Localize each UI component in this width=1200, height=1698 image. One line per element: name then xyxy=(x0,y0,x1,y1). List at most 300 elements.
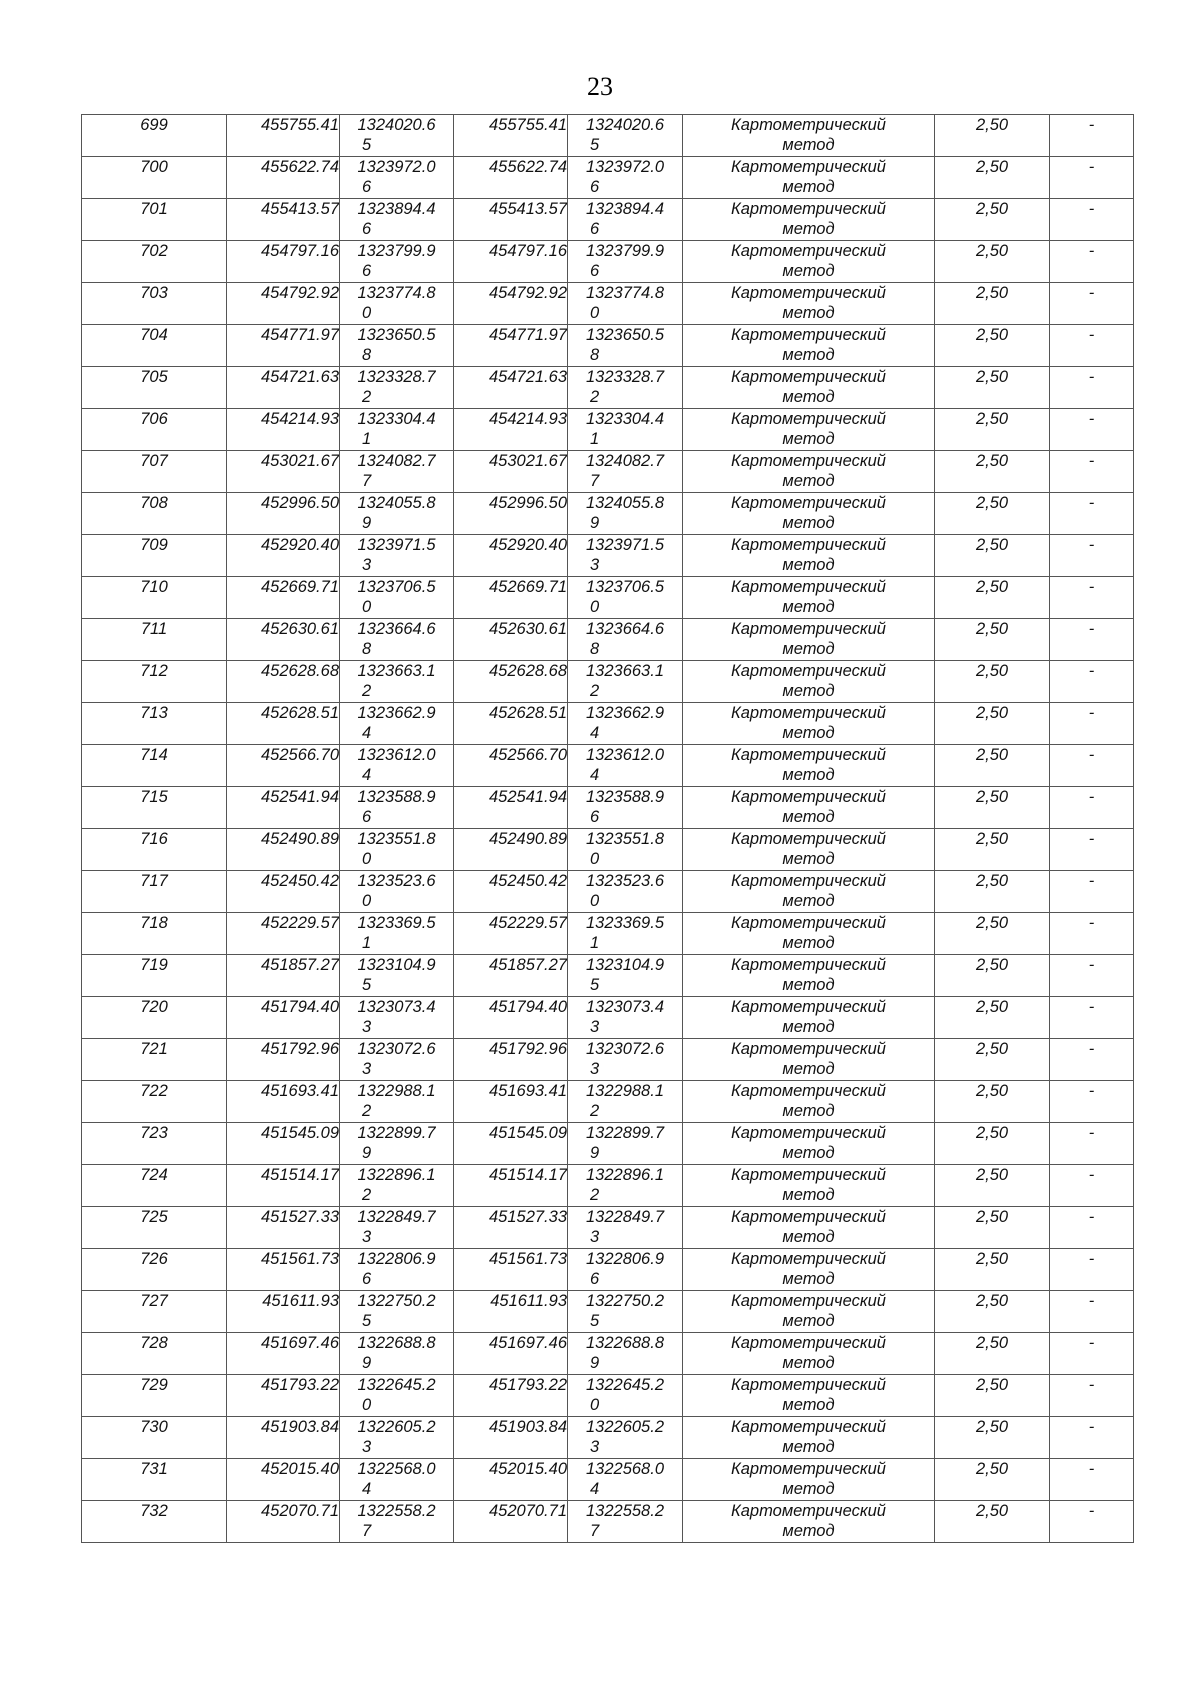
refined-x-cell: 452920.40 xyxy=(454,535,568,577)
existing-y-value-line1: 1323894.4 xyxy=(357,200,436,218)
method-text-line1: Картометрический xyxy=(731,1124,886,1142)
refined-x-cell: 452630.61 xyxy=(454,619,568,661)
description-cell: - xyxy=(1050,325,1134,367)
method-text-line1: Картометрический xyxy=(731,1250,886,1268)
existing-y-value-line2: 0 xyxy=(362,850,372,868)
existing-y-value-line2: 2 xyxy=(362,1102,372,1120)
accuracy-cell: 2,50 xyxy=(935,115,1050,157)
point-number-cell: 732 xyxy=(82,1501,227,1543)
method-text-line2: метод xyxy=(782,808,835,826)
description-cell: - xyxy=(1050,1123,1134,1165)
refined-y-value-line1: 1322896.1 xyxy=(586,1166,664,1184)
table-row xyxy=(82,1081,1134,1123)
existing-x-cell: 455622.74 xyxy=(227,157,340,199)
existing-x-cell: 452541.94 xyxy=(227,787,340,829)
method-text-line2: метод xyxy=(782,262,835,280)
point-number-cell: 718 xyxy=(82,913,227,955)
refined-y-value-line1: 1322988.1 xyxy=(586,1082,664,1100)
description-cell: - xyxy=(1050,1417,1134,1459)
method-cell xyxy=(683,367,935,409)
existing-y-value-line2: 5 xyxy=(362,1312,372,1330)
description-cell: - xyxy=(1050,661,1134,703)
accuracy-cell: 2,50 xyxy=(935,955,1050,997)
method-text-line2: метод xyxy=(782,472,835,490)
existing-x-cell: 453021.67 xyxy=(227,451,340,493)
method-cell xyxy=(683,535,935,577)
existing-x-cell: 452015.40 xyxy=(227,1459,340,1501)
table-row xyxy=(82,409,1134,451)
method-text-line1: Картометрический xyxy=(731,242,886,260)
existing-y-cell xyxy=(340,1459,454,1501)
existing-y-value-line1: 1323612.0 xyxy=(357,746,436,764)
accuracy-cell: 2,50 xyxy=(935,1207,1050,1249)
refined-y-value-line1: 1323369.5 xyxy=(586,914,664,932)
existing-y-value-line2: 6 xyxy=(362,262,372,280)
existing-y-value-line1: 1322896.1 xyxy=(357,1166,436,1184)
method-text-line2: метод xyxy=(782,1396,835,1414)
existing-y-value-line2: 2 xyxy=(362,1186,372,1204)
existing-y-value-line1: 1322688.8 xyxy=(357,1334,436,1352)
refined-y-value-line1: 1322605.2 xyxy=(586,1418,664,1436)
existing-y-value-line1: 1322568.0 xyxy=(357,1460,436,1478)
table-row xyxy=(82,577,1134,619)
refined-y-value-line1: 1323328.7 xyxy=(586,368,664,386)
point-number-cell: 705 xyxy=(82,367,227,409)
method-text-line1: Картометрический xyxy=(731,158,886,176)
existing-y-value-line1: 1323799.9 xyxy=(357,242,436,260)
existing-y-value-line1: 1323588.9 xyxy=(357,788,436,806)
method-text-line2: метод xyxy=(782,1312,835,1330)
table-row xyxy=(82,283,1134,325)
table-row xyxy=(82,1165,1134,1207)
refined-y-value-line2: 0 xyxy=(590,1396,600,1414)
refined-y-value-line2: 9 xyxy=(590,1144,600,1162)
existing-x-cell: 452920.40 xyxy=(227,535,340,577)
existing-y-cell xyxy=(340,451,454,493)
refined-y-value-line2: 4 xyxy=(590,724,600,742)
method-text-line1: Картометрический xyxy=(731,536,886,554)
table-row xyxy=(82,115,1134,157)
refined-x-cell: 452490.89 xyxy=(454,829,568,871)
table-row xyxy=(82,1207,1134,1249)
refined-y-value-line2: 7 xyxy=(590,472,600,490)
refined-y-cell xyxy=(568,283,683,325)
method-cell xyxy=(683,955,935,997)
existing-y-value-line2: 8 xyxy=(362,640,372,658)
description-cell: - xyxy=(1050,1081,1134,1123)
existing-x-cell: 451611.93 xyxy=(227,1291,340,1333)
existing-y-cell xyxy=(340,703,454,745)
refined-y-cell xyxy=(568,703,683,745)
refined-x-cell: 452229.57 xyxy=(454,913,568,955)
existing-y-value-line1: 1323328.7 xyxy=(357,368,436,386)
method-text-line2: метод xyxy=(782,640,835,658)
refined-y-cell xyxy=(568,241,683,283)
refined-y-cell xyxy=(568,1333,683,1375)
description-cell: - xyxy=(1050,955,1134,997)
method-text-line2: метод xyxy=(782,1144,835,1162)
existing-y-value-line2: 0 xyxy=(362,892,372,910)
accuracy-cell: 2,50 xyxy=(935,619,1050,661)
point-number-cell: 725 xyxy=(82,1207,227,1249)
existing-x-cell: 454214.93 xyxy=(227,409,340,451)
refined-y-value-line1: 1323664.6 xyxy=(586,620,664,638)
refined-y-cell xyxy=(568,157,683,199)
method-text-line2: метод xyxy=(782,178,835,196)
table-row xyxy=(82,1039,1134,1081)
existing-y-value-line2: 3 xyxy=(362,1438,372,1456)
refined-y-cell xyxy=(568,913,683,955)
description-cell: - xyxy=(1050,283,1134,325)
refined-y-value-line1: 1323072.6 xyxy=(586,1040,664,1058)
existing-y-value-line2: 9 xyxy=(362,1354,372,1372)
method-text-line1: Картометрический xyxy=(731,1040,886,1058)
existing-y-cell xyxy=(340,325,454,367)
method-text-line2: метод xyxy=(782,598,835,616)
refined-y-value-line2: 6 xyxy=(590,178,600,196)
existing-y-value-line2: 9 xyxy=(362,514,372,532)
page-number: 23 xyxy=(587,72,613,101)
refined-y-value-line1: 1324082.7 xyxy=(586,452,664,470)
accuracy-cell: 2,50 xyxy=(935,1417,1050,1459)
existing-x-cell: 452996.50 xyxy=(227,493,340,535)
method-text-line1: Картометрический xyxy=(731,1418,886,1436)
existing-y-value-line1: 1322750.2 xyxy=(357,1292,436,1310)
existing-y-value-line2: 6 xyxy=(362,220,372,238)
point-number-cell: 722 xyxy=(82,1081,227,1123)
point-number-cell: 701 xyxy=(82,199,227,241)
method-text-line2: метод xyxy=(782,1060,835,1078)
method-text-line2: метод xyxy=(782,766,835,784)
existing-y-value-line2: 0 xyxy=(362,1396,372,1414)
accuracy-cell: 2,50 xyxy=(935,535,1050,577)
refined-y-value-line1: 1323663.1 xyxy=(586,662,664,680)
existing-x-cell: 454792.92 xyxy=(227,283,340,325)
table-row xyxy=(82,913,1134,955)
refined-y-value-line2: 3 xyxy=(590,1228,600,1246)
description-cell: - xyxy=(1050,493,1134,535)
method-cell xyxy=(683,745,935,787)
method-cell xyxy=(683,1375,935,1417)
method-text-line1: Картометрический xyxy=(731,1376,886,1394)
accuracy-cell: 2,50 xyxy=(935,577,1050,619)
existing-y-value-line1: 1323774.8 xyxy=(357,284,436,302)
refined-y-value-line1: 1322568.0 xyxy=(586,1460,664,1478)
existing-y-value-line2: 0 xyxy=(362,598,372,616)
refined-y-cell xyxy=(568,115,683,157)
method-cell xyxy=(683,1291,935,1333)
description-cell: - xyxy=(1050,409,1134,451)
refined-y-value-line2: 7 xyxy=(590,1522,600,1540)
refined-y-value-line1: 1322899.7 xyxy=(586,1124,664,1142)
method-cell xyxy=(683,1039,935,1081)
existing-x-cell: 452566.70 xyxy=(227,745,340,787)
refined-x-cell: 451792.96 xyxy=(454,1039,568,1081)
table-row xyxy=(82,829,1134,871)
accuracy-cell: 2,50 xyxy=(935,325,1050,367)
refined-y-cell xyxy=(568,577,683,619)
table-row xyxy=(82,745,1134,787)
existing-y-value-line2: 4 xyxy=(362,1480,372,1498)
refined-x-cell: 454792.92 xyxy=(454,283,568,325)
existing-y-value-line2: 4 xyxy=(362,724,372,742)
refined-y-value-line2: 0 xyxy=(590,598,600,616)
description-cell: - xyxy=(1050,1333,1134,1375)
method-cell xyxy=(683,451,935,493)
point-number-cell: 707 xyxy=(82,451,227,493)
refined-y-value-line2: 1 xyxy=(590,430,600,448)
table-row xyxy=(82,157,1134,199)
existing-x-cell: 451794.40 xyxy=(227,997,340,1039)
existing-y-cell xyxy=(340,409,454,451)
method-text-line1: Картометрический xyxy=(731,872,886,890)
method-text-line2: метод xyxy=(782,1480,835,1498)
accuracy-cell: 2,50 xyxy=(935,157,1050,199)
existing-y-cell xyxy=(340,871,454,913)
accuracy-cell: 2,50 xyxy=(935,871,1050,913)
refined-y-value-line1: 1323662.9 xyxy=(586,704,664,722)
refined-x-cell: 455622.74 xyxy=(454,157,568,199)
existing-y-value-line1: 1322988.1 xyxy=(357,1082,436,1100)
point-number-cell: 706 xyxy=(82,409,227,451)
accuracy-cell: 2,50 xyxy=(935,997,1050,1039)
existing-x-cell: 452070.71 xyxy=(227,1501,340,1543)
existing-x-cell: 451527.33 xyxy=(227,1207,340,1249)
existing-y-cell xyxy=(340,1081,454,1123)
accuracy-cell: 2,50 xyxy=(935,493,1050,535)
existing-y-value-line2: 3 xyxy=(362,1060,372,1078)
accuracy-cell: 2,50 xyxy=(935,199,1050,241)
method-text-line1: Картометрический xyxy=(731,1292,886,1310)
existing-y-cell xyxy=(340,283,454,325)
method-text-line1: Картометрический xyxy=(731,788,886,806)
table-row xyxy=(82,997,1134,1039)
refined-y-value-line1: 1323706.5 xyxy=(586,578,664,596)
existing-y-cell xyxy=(340,787,454,829)
method-cell xyxy=(683,619,935,661)
method-cell xyxy=(683,1333,935,1375)
table-row xyxy=(82,535,1134,577)
method-cell xyxy=(683,199,935,241)
point-number-cell: 727 xyxy=(82,1291,227,1333)
method-cell xyxy=(683,241,935,283)
refined-y-value-line2: 0 xyxy=(590,850,600,868)
refined-y-cell xyxy=(568,661,683,703)
accuracy-cell: 2,50 xyxy=(935,1501,1050,1543)
existing-y-cell xyxy=(340,829,454,871)
table-row xyxy=(82,1417,1134,1459)
existing-y-cell xyxy=(340,157,454,199)
refined-y-value-line1: 1324020.6 xyxy=(586,116,664,134)
table-row xyxy=(82,1249,1134,1291)
method-text-line1: Картометрический xyxy=(731,704,886,722)
point-number-cell: 712 xyxy=(82,661,227,703)
point-number-cell: 729 xyxy=(82,1375,227,1417)
table-body xyxy=(82,115,1134,1543)
refined-y-cell xyxy=(568,1165,683,1207)
existing-y-cell xyxy=(340,1291,454,1333)
method-text-line2: метод xyxy=(782,1186,835,1204)
method-text-line1: Картометрический xyxy=(731,1208,886,1226)
existing-y-cell xyxy=(340,997,454,1039)
method-text-line2: метод xyxy=(782,850,835,868)
existing-y-cell xyxy=(340,535,454,577)
refined-y-cell xyxy=(568,1501,683,1543)
refined-x-cell: 451697.46 xyxy=(454,1333,568,1375)
refined-y-value-line2: 6 xyxy=(590,808,600,826)
description-cell: - xyxy=(1050,1207,1134,1249)
accuracy-cell: 2,50 xyxy=(935,661,1050,703)
point-number-cell: 726 xyxy=(82,1249,227,1291)
refined-y-cell xyxy=(568,829,683,871)
table-row xyxy=(82,451,1134,493)
description-cell: - xyxy=(1050,1039,1134,1081)
existing-y-value-line2: 9 xyxy=(362,1144,372,1162)
method-text-line2: метод xyxy=(782,514,835,532)
accuracy-cell: 2,50 xyxy=(935,1165,1050,1207)
existing-y-value-line1: 1323369.5 xyxy=(357,914,436,932)
refined-y-cell xyxy=(568,199,683,241)
method-text-line2: метод xyxy=(782,346,835,364)
description-cell: - xyxy=(1050,1459,1134,1501)
refined-y-value-line1: 1322558.2 xyxy=(586,1502,664,1520)
point-number-cell: 703 xyxy=(82,283,227,325)
refined-y-cell xyxy=(568,367,683,409)
refined-y-value-line1: 1323971.5 xyxy=(586,536,664,554)
method-text-line1: Картометрический xyxy=(731,284,886,302)
point-number-cell: 731 xyxy=(82,1459,227,1501)
point-number-cell: 704 xyxy=(82,325,227,367)
method-cell xyxy=(683,829,935,871)
method-cell xyxy=(683,157,935,199)
method-text-line2: метод xyxy=(782,304,835,322)
existing-x-cell: 452628.68 xyxy=(227,661,340,703)
existing-x-cell: 452490.89 xyxy=(227,829,340,871)
refined-y-value-line2: 3 xyxy=(590,1018,600,1036)
accuracy-cell: 2,50 xyxy=(935,829,1050,871)
point-number-cell: 721 xyxy=(82,1039,227,1081)
existing-y-value-line2: 6 xyxy=(362,1270,372,1288)
method-text-line1: Картометрический xyxy=(731,1502,886,1520)
method-text-line2: метод xyxy=(782,1018,835,1036)
method-cell xyxy=(683,493,935,535)
table-row xyxy=(82,1333,1134,1375)
method-cell xyxy=(683,325,935,367)
point-number-cell: 699 xyxy=(82,115,227,157)
accuracy-cell: 2,50 xyxy=(935,1081,1050,1123)
existing-y-value-line1: 1323551.8 xyxy=(357,830,436,848)
refined-x-cell: 455413.57 xyxy=(454,199,568,241)
existing-x-cell: 452628.51 xyxy=(227,703,340,745)
table-row xyxy=(82,493,1134,535)
method-text-line2: метод xyxy=(782,1102,835,1120)
existing-y-cell xyxy=(340,1039,454,1081)
existing-y-cell xyxy=(340,1375,454,1417)
method-text-line2: метод xyxy=(782,220,835,238)
refined-y-value-line1: 1323104.9 xyxy=(586,956,664,974)
refined-y-value-line2: 9 xyxy=(590,1354,600,1372)
existing-x-cell: 451545.09 xyxy=(227,1123,340,1165)
existing-y-cell xyxy=(340,577,454,619)
refined-y-value-line1: 1323799.9 xyxy=(586,242,664,260)
accuracy-cell: 2,50 xyxy=(935,1459,1050,1501)
method-cell xyxy=(683,283,935,325)
table-row xyxy=(82,241,1134,283)
refined-y-cell xyxy=(568,1291,683,1333)
refined-y-cell xyxy=(568,493,683,535)
point-number-cell: 711 xyxy=(82,619,227,661)
existing-y-value-line2: 4 xyxy=(362,766,372,784)
existing-x-cell: 455755.41 xyxy=(227,115,340,157)
refined-y-value-line2: 1 xyxy=(590,934,600,952)
method-text-line1: Картометрический xyxy=(731,1460,886,1478)
existing-y-value-line2: 2 xyxy=(362,388,372,406)
existing-y-value-line1: 1323972.0 xyxy=(357,158,436,176)
point-number-cell: 724 xyxy=(82,1165,227,1207)
existing-y-value-line1: 1322806.9 xyxy=(357,1250,436,1268)
table-row xyxy=(82,1459,1134,1501)
table-row xyxy=(82,1501,1134,1543)
point-number-cell: 713 xyxy=(82,703,227,745)
existing-x-cell: 455413.57 xyxy=(227,199,340,241)
description-cell: - xyxy=(1050,1249,1134,1291)
refined-x-cell: 451857.27 xyxy=(454,955,568,997)
refined-y-value-line1: 1323612.0 xyxy=(586,746,664,764)
method-text-line1: Картометрический xyxy=(731,830,886,848)
method-text-line1: Картометрический xyxy=(731,326,886,344)
refined-y-value-line2: 2 xyxy=(590,1186,600,1204)
existing-x-cell: 451561.73 xyxy=(227,1249,340,1291)
existing-y-value-line1: 1323072.6 xyxy=(357,1040,436,1058)
refined-y-cell xyxy=(568,451,683,493)
existing-y-value-line1: 1323304.4 xyxy=(357,410,436,428)
method-text-line1: Картометрический xyxy=(731,200,886,218)
accuracy-cell: 2,50 xyxy=(935,283,1050,325)
refined-x-cell: 452628.51 xyxy=(454,703,568,745)
method-text-line2: метод xyxy=(782,934,835,952)
existing-x-cell: 451903.84 xyxy=(227,1417,340,1459)
existing-y-cell xyxy=(340,1249,454,1291)
refined-y-value-line1: 1322750.2 xyxy=(586,1292,664,1310)
existing-y-value-line2: 7 xyxy=(362,472,372,490)
refined-y-value-line2: 5 xyxy=(590,136,600,154)
existing-y-value-line1: 1322605.2 xyxy=(357,1418,436,1436)
refined-y-value-line1: 1322688.8 xyxy=(586,1334,664,1352)
method-text-line1: Картометрический xyxy=(731,998,886,1016)
table-row xyxy=(82,1375,1134,1417)
existing-y-value-line1: 1324020.6 xyxy=(357,116,436,134)
refined-y-value-line1: 1322849.7 xyxy=(586,1208,664,1226)
refined-x-cell: 454721.63 xyxy=(454,367,568,409)
refined-x-cell: 451693.41 xyxy=(454,1081,568,1123)
existing-y-value-line1: 1323104.9 xyxy=(357,956,436,974)
method-text-line2: метод xyxy=(782,1522,835,1540)
method-text-line2: метод xyxy=(782,724,835,742)
table-row xyxy=(82,325,1134,367)
refined-x-cell: 451527.33 xyxy=(454,1207,568,1249)
refined-y-cell xyxy=(568,409,683,451)
refined-y-value-line1: 1323650.5 xyxy=(586,326,664,344)
refined-y-value-line2: 0 xyxy=(590,892,600,910)
refined-x-cell: 451611.93 xyxy=(454,1291,568,1333)
method-cell xyxy=(683,1249,935,1291)
refined-y-value-line2: 0 xyxy=(590,304,600,322)
refined-y-value-line2: 3 xyxy=(590,556,600,574)
refined-x-cell: 451514.17 xyxy=(454,1165,568,1207)
description-cell: - xyxy=(1050,1165,1134,1207)
existing-x-cell: 454797.16 xyxy=(227,241,340,283)
accuracy-cell: 2,50 xyxy=(935,1333,1050,1375)
